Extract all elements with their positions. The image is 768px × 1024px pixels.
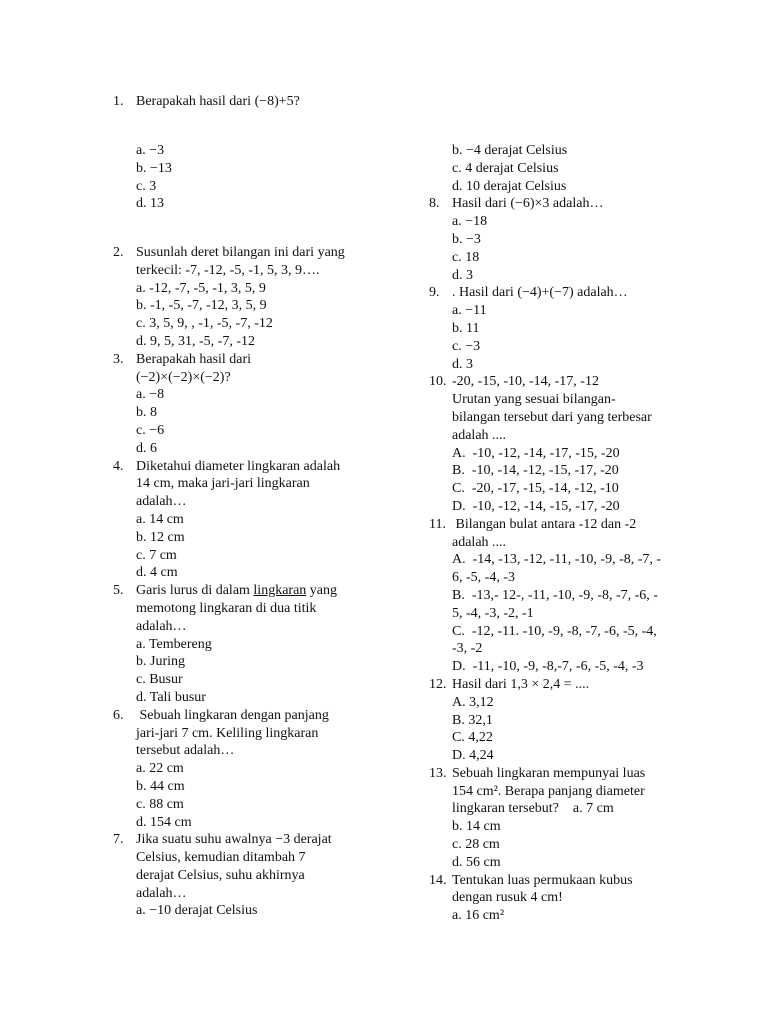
option-a: a. −3 (136, 143, 165, 158)
question-text (113, 582, 365, 600)
question-text: jari-jari 7 cm. Keliling lingkaran (136, 725, 319, 741)
option-b: b. 12 cm (136, 529, 185, 545)
option-a-cont: 6, -5, -4, -3 (452, 570, 515, 586)
question-text: Jika suatu suhu awalnya −3 derajat (136, 832, 332, 848)
option-c: c. 3 (136, 178, 157, 194)
question-text: Berapakah hasil dari (−8)+5? (136, 94, 300, 109)
question-number: 1. (113, 94, 124, 109)
option-b: B. -13,- 12-, -11, -10, -9, -8, -7, -6, - (452, 587, 658, 603)
question-number: 4. (113, 458, 124, 474)
question-text: Sebuah lingkaran mempunyai luas (452, 765, 646, 781)
option-b-cont: 5, -4, -3, -2, -1 (452, 605, 534, 621)
question-text: (−2)×(−2)×(−2)? (136, 369, 231, 385)
underlined-word: lingkaran (253, 583, 307, 599)
question-text: Bilangan bulat antara -12 dan -2 (452, 516, 637, 532)
question-text: Hasil dari (−6)×3 adalah… (452, 196, 604, 212)
question-number: 12. (429, 676, 447, 692)
question-14 (429, 872, 681, 925)
question-number: 11. (429, 516, 446, 532)
option-c: c. −3 (452, 338, 481, 354)
option-b: b. −4 derajat Celsius (452, 143, 568, 158)
question-block-2-7 (113, 244, 365, 920)
question-7 (113, 831, 365, 920)
question-text: Celsius, kemudian ditambah 7 (136, 850, 306, 866)
option-c: c. 28 cm (452, 837, 500, 853)
question-text: -20, -15, -10, -14, -17, -12 (452, 374, 599, 390)
option-b: b. 8 (136, 405, 157, 421)
question-text: Berapakah hasil dari (136, 351, 252, 367)
option-c: C. -12, -11. -10, -9, -8, -7, -6, -5, -4, (452, 623, 657, 639)
question-4 (113, 458, 365, 583)
question-text: tersebut adalah… (136, 743, 235, 759)
question-text: lingkaran tersebut? a. 7 cm (452, 801, 614, 817)
option-c: c. 3, 5, 9, , -1, -5, -7, -12 (136, 316, 273, 332)
option-b: b. -1, -5, -7, -12, 3, 5, 9 (136, 298, 267, 314)
question-number: 5. (113, 583, 124, 599)
option-b: b. −13 (136, 160, 172, 176)
question-5 (113, 582, 365, 707)
option-d: D. -11, -10, -9, -8,-7, -6, -5, -4, -3 (452, 659, 644, 675)
question-text: . Hasil dari (−4)+(−7) adalah… (452, 285, 628, 301)
question-block-7-14 (429, 142, 681, 925)
option-b: B. -10, -14, -12, -15, -17, -20 (452, 463, 619, 479)
question-text: dengan rusuk 4 cm! (452, 890, 563, 906)
option-a: a. 14 cm (136, 511, 184, 527)
option-c-cont: -3, -2 (452, 641, 483, 657)
option-c: C. 4,22 (452, 730, 493, 746)
option-a: a. 22 cm (136, 761, 184, 777)
option-d: d. 9, 5, 31, -5, -7, -12 (136, 333, 255, 349)
question-text: terkecil: -7, -12, -5, -1, 5, 3, 9…. (136, 262, 320, 278)
option-d: d. Tali busur (136, 689, 206, 705)
question-text-part: yang (306, 583, 338, 599)
option-b: b. 14 cm (452, 819, 501, 835)
question-number: 7. (113, 832, 124, 848)
option-d: D. 4,24 (452, 748, 494, 764)
question-number: 10. (429, 374, 447, 390)
option-c: C. -20, -17, -15, -14, -12, -10 (452, 481, 619, 497)
question-text: Hasil dari 1,3 × 2,4 = .... (452, 676, 590, 692)
question-text: adalah .... (452, 427, 507, 443)
option-a: a. Tembereng (136, 636, 212, 652)
option-c: c. −6 (136, 422, 165, 438)
question-text: 14 cm, maka jari-jari lingkaran (136, 476, 310, 492)
question-number: 13. (429, 765, 447, 781)
question-12 (429, 676, 681, 765)
question-3 (113, 351, 365, 458)
question-text: Susunlah deret bilangan ini dari yang (136, 245, 345, 260)
question-text: adalah… (136, 885, 187, 901)
question-number: 14. (429, 872, 447, 888)
question-text: 154 cm². Berapa panjang diameter (452, 783, 645, 799)
option-a: a. −10 derajat Celsius (136, 903, 258, 919)
question-text: memotong lingkaran di dua titik (136, 600, 317, 616)
question-1 (113, 93, 365, 111)
question-8 (429, 195, 681, 284)
option-d: D. -10, -12, -14, -15, -17, -20 (452, 498, 620, 514)
question-text-part: Garis lurus di dalam (136, 583, 254, 599)
option-a: a. -12, -7, -5, -1, 3, 5, 9 (136, 280, 266, 296)
option-b: b. 44 cm (136, 778, 185, 794)
option-b: B. 32,1 (452, 712, 493, 728)
options-1 (113, 142, 172, 213)
question-number: 6. (113, 707, 124, 723)
question-text: bilangan tersebut dari yang terbesar (452, 409, 652, 425)
question-2 (113, 244, 365, 351)
question-number: 3. (113, 351, 124, 367)
option-a: A. -10, -12, -14, -17, -15, -20 (452, 445, 620, 461)
option-b: b. Juring (136, 654, 185, 670)
option-d: d. 56 cm (452, 854, 501, 870)
question-text: Tentukan luas permukaan kubus (452, 872, 633, 888)
question-13 (429, 765, 681, 872)
option-d: d. 4 cm (136, 565, 178, 581)
question-number: 8. (429, 196, 440, 212)
question-text: Sebuah lingkaran dengan panjang (136, 707, 329, 723)
option-c: c. Busur (136, 672, 183, 688)
option-b: b. −3 (452, 231, 481, 247)
question-text: derajat Celsius, suhu akhirnya (136, 867, 305, 883)
option-c: c. 7 cm (136, 547, 177, 563)
option-b: b. 11 (452, 320, 480, 336)
option-a: A. -14, -13, -12, -11, -10, -9, -8, -7, - (452, 552, 662, 568)
option-a: a. 16 cm² (452, 908, 505, 924)
question-10 (429, 373, 681, 515)
option-a: a. −18 (452, 214, 488, 230)
question-text: adalah .... (452, 534, 507, 550)
option-c: c. 18 (452, 249, 480, 265)
question-text: Urutan yang sesuai bilangan- (452, 392, 616, 408)
question-text: adalah… (136, 494, 187, 510)
question-text: adalah… (136, 618, 187, 634)
option-a: A. 3,12 (452, 694, 494, 710)
option-c: c. 4 derajat Celsius (452, 160, 559, 176)
question-9 (429, 284, 681, 373)
question-number: 2. (113, 245, 124, 260)
option-d: d. 3 (452, 356, 473, 372)
option-a: a. −11 (452, 303, 487, 319)
question-7-continued (429, 142, 681, 195)
option-c: c. 88 cm (136, 796, 184, 812)
question-6 (113, 707, 365, 832)
option-d: d. 10 derajat Celsius (452, 178, 567, 194)
option-d: d. 13 (136, 196, 164, 212)
question-11 (429, 516, 681, 676)
option-d: d. 3 (452, 267, 473, 283)
question-text: Diketahui diameter lingkaran adalah (136, 458, 341, 474)
option-a: a. −8 (136, 387, 165, 403)
question-number: 9. (429, 285, 440, 301)
option-d: d. 6 (136, 440, 157, 456)
option-d: d. 154 cm (136, 814, 192, 830)
